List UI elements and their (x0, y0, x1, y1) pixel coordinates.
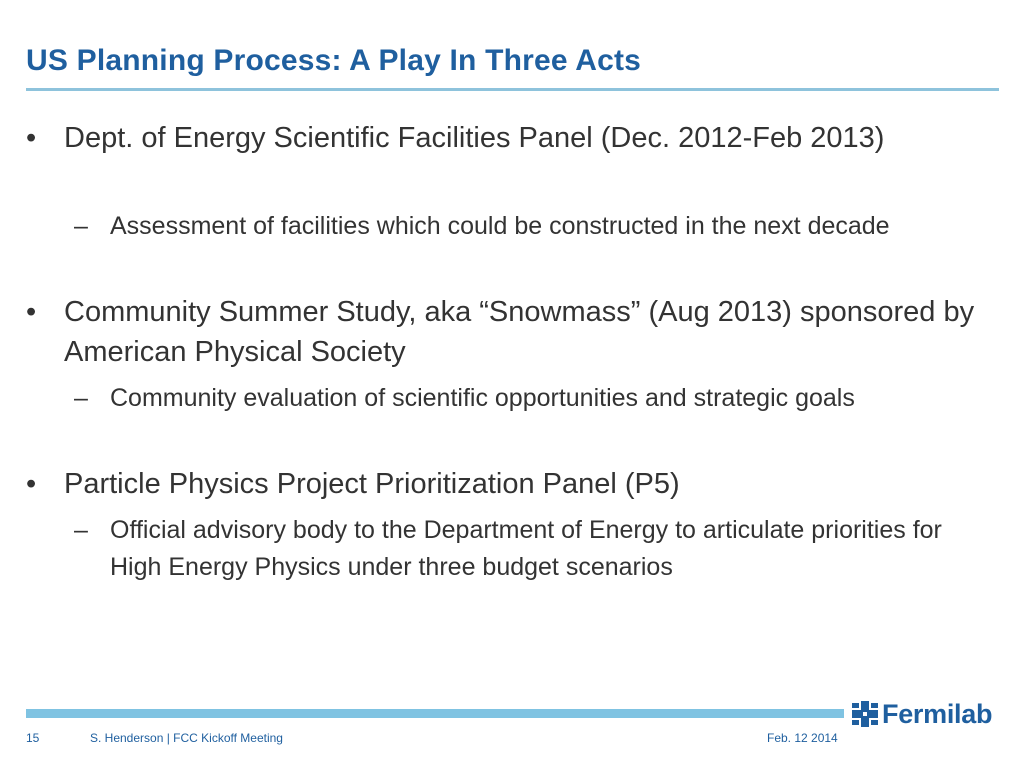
sub-bullet-text: Community evaluation of scientific opportunities and strategic goals (110, 384, 855, 412)
bullet-text: Dept. of Energy Scientific Facilities Panel (Dec. 2012-Feb 2013) (64, 122, 885, 154)
page-number: 15 (26, 731, 40, 745)
sub-bullet-marker: – (74, 516, 88, 544)
sub-bullet-marker: – (74, 212, 88, 240)
sub-bullet-item-1 (74, 208, 989, 245)
footer-date: Feb. 12 2014 (767, 731, 838, 745)
sub-bullet-text: Official advisory body to the Department of Energy to articulate priorities for High Energy Physics under three budget scenarios (110, 516, 942, 581)
bullet-marker: • (26, 122, 37, 154)
sub-bullet-marker: – (74, 384, 88, 412)
fermilab-logo (852, 699, 992, 729)
bullet-marker: • (26, 468, 37, 500)
footer-presenter: S. Henderson | FCC Kickoff Meeting (90, 731, 283, 745)
sub-bullet-item-3 (74, 512, 989, 586)
title-divider (26, 88, 999, 91)
footer-bar (26, 709, 844, 718)
sub-bullet-item-2 (74, 380, 989, 417)
slide-title: US Planning Process: A Play In Three Acts (26, 44, 642, 77)
bullet-item-3 (26, 464, 986, 504)
fermilab-logo-icon (852, 701, 878, 727)
bullet-item-2 (26, 292, 986, 372)
bullet-item-1 (26, 118, 986, 158)
bullet-text: Particle Physics Project Prioritization Panel (P5) (64, 468, 680, 500)
logo-wordmark: Fermilab (882, 698, 993, 729)
bullet-marker: • (26, 296, 37, 328)
bullet-text: Community Summer Study, aka “Snowmass” (Aug 2013) sponsored by American Physical Society (64, 296, 975, 368)
sub-bullet-text: Assessment of facilities which could be constructed in the next decade (110, 212, 890, 240)
